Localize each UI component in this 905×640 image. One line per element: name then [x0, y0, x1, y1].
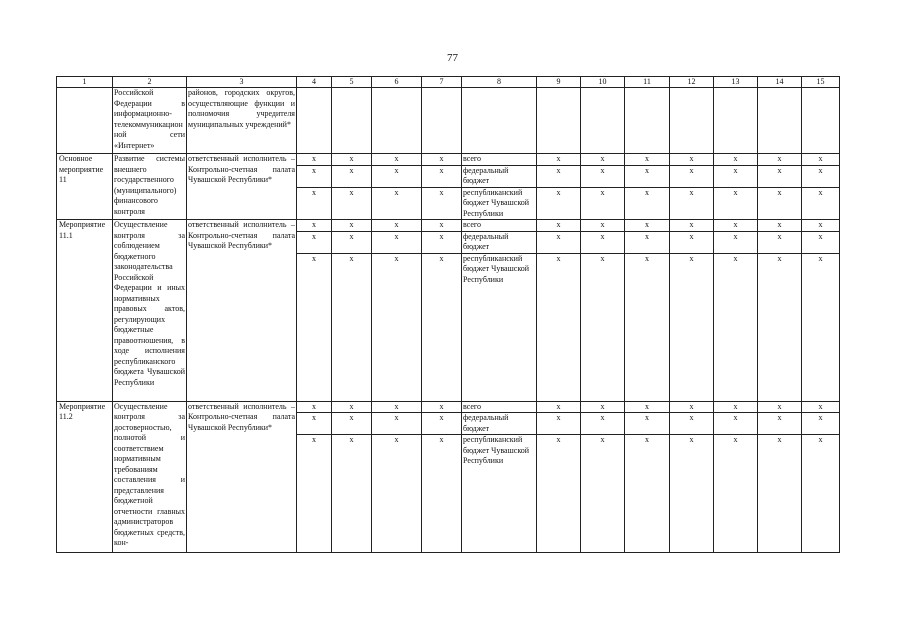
- value-cell: x: [581, 165, 625, 187]
- executor: ответственный исполнитель – Контрольно-счетная палата Чувашской Республики*: [187, 220, 297, 402]
- col-header: 7: [422, 77, 462, 88]
- value-cell: x: [297, 401, 332, 413]
- source-row: [57, 154, 840, 166]
- value-cell: x: [332, 165, 372, 187]
- value-cell: x: [625, 413, 670, 435]
- value-cell: x: [581, 220, 625, 232]
- value-cell: x: [422, 231, 462, 253]
- continued-executor: районов, городских округов, осуществляющие функции и полномочия учредителя муниципальных учреждений*: [187, 88, 297, 154]
- funding-source: федеральный бюджет: [462, 165, 537, 187]
- cell: [57, 88, 113, 154]
- value-cell: x: [670, 413, 714, 435]
- value-cell: x: [581, 253, 625, 401]
- value-cell: x: [714, 401, 758, 413]
- col-header: 2: [113, 77, 187, 88]
- value-cell: x: [714, 220, 758, 232]
- funding-source: всего: [462, 401, 537, 413]
- executor: ответственный исполнитель – Контрольно-счетная палата Чувашской Республики*: [187, 154, 297, 220]
- value-cell: x: [714, 187, 758, 220]
- funding-source: всего: [462, 154, 537, 166]
- value-cell: x: [802, 165, 840, 187]
- value-cell: x: [714, 253, 758, 401]
- value-cell: x: [581, 231, 625, 253]
- value-cell: x: [714, 231, 758, 253]
- value-cell: x: [625, 220, 670, 232]
- col-header: 11: [625, 77, 670, 88]
- value-cell: x: [332, 154, 372, 166]
- program-table: [56, 76, 840, 553]
- col-header: 13: [714, 77, 758, 88]
- cell: [758, 88, 802, 154]
- value-cell: x: [670, 401, 714, 413]
- value-cell: x: [372, 154, 422, 166]
- value-cell: x: [670, 220, 714, 232]
- value-cell: x: [537, 187, 581, 220]
- value-cell: x: [372, 401, 422, 413]
- funding-source: федеральный бюджет: [462, 231, 537, 253]
- value-cell: x: [758, 220, 802, 232]
- value-cell: x: [297, 154, 332, 166]
- value-cell: x: [670, 165, 714, 187]
- source-row: [57, 401, 840, 413]
- value-cell: x: [758, 413, 802, 435]
- value-cell: x: [802, 435, 840, 553]
- cell: [714, 88, 758, 154]
- value-cell: x: [581, 435, 625, 553]
- cell: [537, 88, 581, 154]
- value-cell: x: [372, 413, 422, 435]
- cell: [670, 88, 714, 154]
- value-cell: x: [297, 231, 332, 253]
- value-cell: x: [422, 187, 462, 220]
- value-cell: x: [372, 187, 422, 220]
- cell: [462, 88, 537, 154]
- value-cell: x: [581, 413, 625, 435]
- event-name: Осуществление контроля за соблюдением бюджетного законодательства Российской Федерации и иных нормативных правовых актов, регулирующих бюджетные правоотношения, в ходе исполнения республиканского бюджета Чувашской Республики: [113, 220, 187, 402]
- value-cell: x: [581, 187, 625, 220]
- value-cell: x: [297, 413, 332, 435]
- value-cell: x: [802, 231, 840, 253]
- value-cell: x: [537, 253, 581, 401]
- value-cell: x: [297, 165, 332, 187]
- value-cell: x: [372, 220, 422, 232]
- value-cell: x: [758, 435, 802, 553]
- value-cell: x: [537, 154, 581, 166]
- value-cell: x: [332, 187, 372, 220]
- value-cell: x: [422, 401, 462, 413]
- value-cell: x: [372, 253, 422, 401]
- event-name: Развитие системы внешнего государственного (муниципального) финансового контроля: [113, 154, 187, 220]
- value-cell: x: [372, 231, 422, 253]
- col-header: 12: [670, 77, 714, 88]
- value-cell: x: [422, 165, 462, 187]
- value-cell: x: [297, 220, 332, 232]
- cell: [581, 88, 625, 154]
- value-cell: x: [802, 401, 840, 413]
- funding-source: республиканский бюджет Чувашской Республики: [462, 187, 537, 220]
- col-header: 9: [537, 77, 581, 88]
- event-code: Мероприятие 11.2: [57, 401, 113, 553]
- value-cell: x: [332, 220, 372, 232]
- page-number: 77: [447, 52, 458, 64]
- value-cell: x: [422, 154, 462, 166]
- value-cell: x: [332, 401, 372, 413]
- value-cell: x: [625, 154, 670, 166]
- value-cell: x: [422, 435, 462, 553]
- value-cell: x: [625, 165, 670, 187]
- value-cell: x: [625, 253, 670, 401]
- funding-source: всего: [462, 220, 537, 232]
- event-code: Основное мероприятие 11: [57, 154, 113, 220]
- value-cell: x: [714, 165, 758, 187]
- value-cell: x: [714, 413, 758, 435]
- col-header: 10: [581, 77, 625, 88]
- value-cell: x: [537, 401, 581, 413]
- value-cell: x: [670, 231, 714, 253]
- cell: [372, 88, 422, 154]
- value-cell: x: [802, 187, 840, 220]
- value-cell: x: [670, 435, 714, 553]
- cell: [625, 88, 670, 154]
- col-header: 5: [332, 77, 372, 88]
- value-cell: x: [537, 413, 581, 435]
- cell: [422, 88, 462, 154]
- event-code: Мероприятие 11.1: [57, 220, 113, 402]
- col-header: 4: [297, 77, 332, 88]
- value-cell: x: [537, 165, 581, 187]
- value-cell: x: [758, 154, 802, 166]
- value-cell: x: [297, 435, 332, 553]
- value-cell: x: [537, 231, 581, 253]
- value-cell: x: [758, 165, 802, 187]
- column-number-row: [57, 77, 840, 88]
- value-cell: x: [758, 253, 802, 401]
- funding-source: федеральный бюджет: [462, 413, 537, 435]
- value-cell: x: [332, 435, 372, 553]
- col-header: 15: [802, 77, 840, 88]
- value-cell: x: [802, 413, 840, 435]
- value-cell: x: [422, 253, 462, 401]
- value-cell: x: [758, 231, 802, 253]
- cell: [297, 88, 332, 154]
- value-cell: x: [670, 253, 714, 401]
- cell: [332, 88, 372, 154]
- value-cell: x: [332, 253, 372, 401]
- value-cell: x: [670, 154, 714, 166]
- value-cell: x: [802, 220, 840, 232]
- value-cell: x: [581, 154, 625, 166]
- cell: [802, 88, 840, 154]
- value-cell: x: [537, 435, 581, 553]
- value-cell: x: [670, 187, 714, 220]
- value-cell: x: [758, 187, 802, 220]
- value-cell: x: [758, 401, 802, 413]
- continued-event-name: Российской Федерации в информационно-телекоммуникационной сети «Интернет»: [113, 88, 187, 154]
- col-header: 6: [372, 77, 422, 88]
- funding-source: республиканский бюджет Чувашской Республики: [462, 435, 537, 553]
- value-cell: x: [802, 154, 840, 166]
- value-cell: x: [581, 401, 625, 413]
- col-header: 8: [462, 77, 537, 88]
- source-row: [57, 220, 840, 232]
- value-cell: x: [422, 413, 462, 435]
- value-cell: x: [332, 231, 372, 253]
- col-header: 1: [57, 77, 113, 88]
- event-name: Осуществление контроля за достоверностью, полнотой и соответствием нормативным требованиям составления и представления бюджетной отчетности главных администраторов бюджетных средств, кон-: [113, 401, 187, 553]
- value-cell: x: [802, 253, 840, 401]
- value-cell: x: [372, 435, 422, 553]
- value-cell: x: [625, 231, 670, 253]
- value-cell: x: [332, 413, 372, 435]
- value-cell: x: [714, 154, 758, 166]
- value-cell: x: [537, 220, 581, 232]
- continuation-row: [57, 88, 840, 154]
- col-header: 14: [758, 77, 802, 88]
- value-cell: x: [625, 401, 670, 413]
- value-cell: x: [625, 187, 670, 220]
- col-header: 3: [187, 77, 297, 88]
- executor: ответственный исполнитель – Контрольно-счетная палата Чувашской Республики*: [187, 401, 297, 553]
- value-cell: x: [625, 435, 670, 553]
- value-cell: x: [714, 435, 758, 553]
- funding-source: республиканский бюджет Чувашской Республики: [462, 253, 537, 401]
- value-cell: x: [297, 187, 332, 220]
- value-cell: x: [297, 253, 332, 401]
- value-cell: x: [422, 220, 462, 232]
- value-cell: x: [372, 165, 422, 187]
